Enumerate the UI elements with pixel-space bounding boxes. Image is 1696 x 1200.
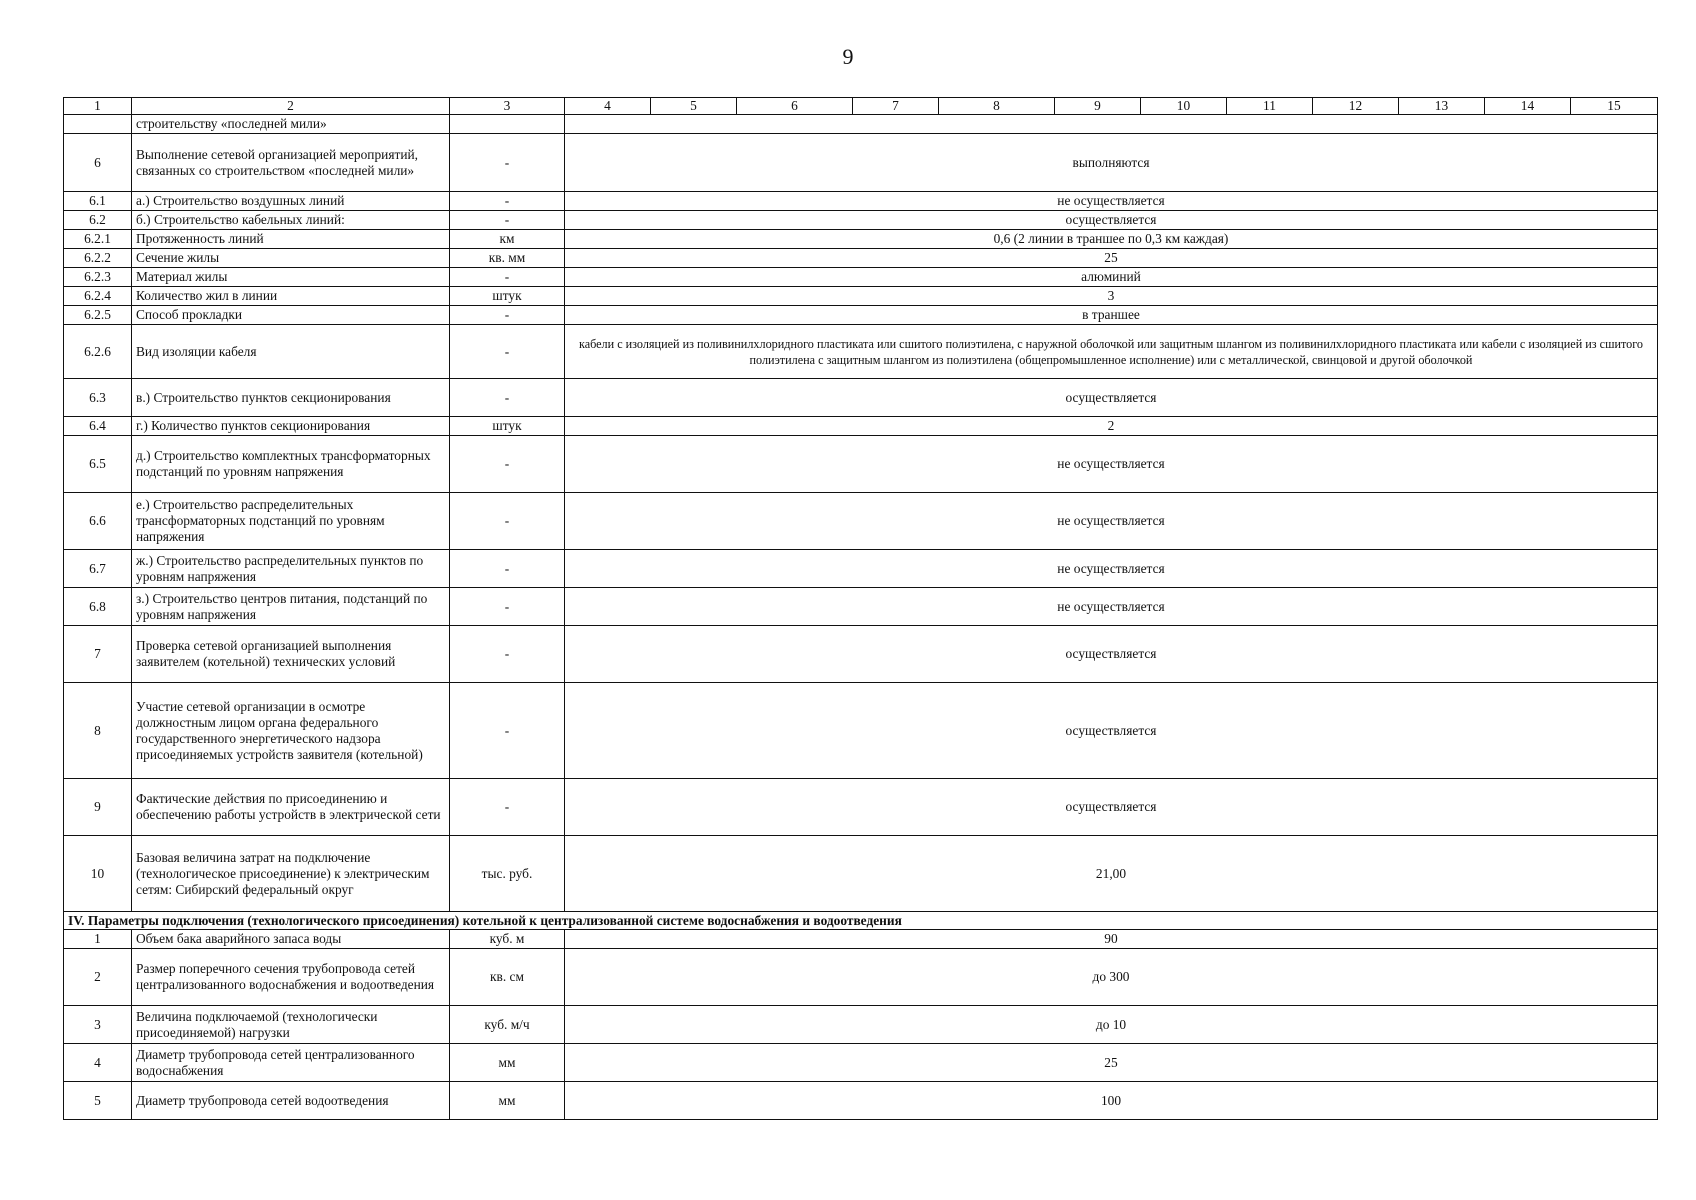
table-row (64, 588, 1658, 626)
row-name-cell: Величина подключаемой (технологически присоединяемой) нагрузки (132, 1006, 450, 1044)
table-row (64, 1082, 1658, 1120)
row-name-cell: Базовая величина затрат на подключение (технологическое присоединение) к электрическим сетям: Сибирский федеральный округ (132, 836, 450, 912)
row-number-cell: 6.4 (64, 417, 132, 436)
row-name-cell: а.) Строительство воздушных линий (132, 192, 450, 211)
table-row (64, 287, 1658, 306)
row-name-cell: строительству «последней мили» (132, 115, 450, 134)
row-number-cell: 6.7 (64, 550, 132, 588)
table-row (64, 192, 1658, 211)
row-number-cell: 5 (64, 1082, 132, 1120)
table-row (64, 306, 1658, 325)
row-value-cell: осуществляется (565, 683, 1658, 779)
row-number-cell: 8 (64, 683, 132, 779)
table-row (64, 436, 1658, 493)
row-value-cell: 3 (565, 287, 1658, 306)
table-row (64, 211, 1658, 230)
section-header-row (64, 912, 1658, 930)
table-row (64, 417, 1658, 436)
table-body (64, 98, 1658, 1120)
row-value-cell: до 300 (565, 949, 1658, 1006)
section-title: IV. Параметры подключения (технологического присоединения) котельной к централизованной системе водоснабжения и водоотведения (64, 912, 1658, 930)
row-number-cell: 6.3 (64, 379, 132, 417)
row-name-cell: б.) Строительство кабельных линий: (132, 211, 450, 230)
row-number-cell: 6.2.3 (64, 268, 132, 287)
column-number-cell: 11 (1227, 98, 1313, 115)
row-unit-cell: - (450, 192, 565, 211)
table-row (64, 550, 1658, 588)
row-value-cell: 90 (565, 930, 1658, 949)
table-row (64, 115, 1658, 134)
row-unit-cell: - (450, 626, 565, 683)
row-value-cell: 25 (565, 1044, 1658, 1082)
row-name-cell: Диаметр трубопровода сетей централизованного водоснабжения (132, 1044, 450, 1082)
column-number-cell: 10 (1141, 98, 1227, 115)
table-row (64, 379, 1658, 417)
column-number-cell: 14 (1485, 98, 1571, 115)
table-row (64, 836, 1658, 912)
row-value-cell: не осуществляется (565, 550, 1658, 588)
row-name-cell: Участие сетевой организации в осмотре должностным лицом органа федерального государственного энергетического надзора присоединяемых устройств заявителя (котельной) (132, 683, 450, 779)
column-number-cell: 6 (737, 98, 853, 115)
row-unit-cell: - (450, 779, 565, 836)
row-value-cell: до 10 (565, 1006, 1658, 1044)
row-unit-cell: - (450, 306, 565, 325)
row-value-cell: 0,6 (2 линии в траншее по 0,3 км каждая) (565, 230, 1658, 249)
parameters-table-container (63, 97, 1653, 1120)
row-name-cell: д.) Строительство комплектных трансформаторных подстанций по уровням напряжения (132, 436, 450, 493)
row-unit-cell: - (450, 588, 565, 626)
row-number-cell: 6.1 (64, 192, 132, 211)
table-row (64, 779, 1658, 836)
column-number-cell: 7 (853, 98, 939, 115)
row-number-cell: 6.8 (64, 588, 132, 626)
row-number-cell: 6 (64, 134, 132, 192)
row-name-cell: Проверка сетевой организацией выполнения заявителем (котельной) технических условий (132, 626, 450, 683)
row-unit-cell: - (450, 493, 565, 550)
table-row (64, 626, 1658, 683)
row-unit-cell: штук (450, 287, 565, 306)
row-unit-cell: - (450, 211, 565, 230)
column-number-cell: 4 (565, 98, 651, 115)
row-name-cell: Материал жилы (132, 268, 450, 287)
row-number-cell: 6.5 (64, 436, 132, 493)
row-name-cell: Сечение жилы (132, 249, 450, 268)
row-unit-cell: куб. м/ч (450, 1006, 565, 1044)
row-unit-cell: км (450, 230, 565, 249)
row-name-cell: Выполнение сетевой организацией мероприятий, связанных со строительством «последней мили» (132, 134, 450, 192)
row-unit-cell: - (450, 268, 565, 287)
row-value-cell: кабели с изоляцией из поливинилхлоридного пластиката или сшитого полиэтилена, с наружной оболочкой или защитным шлангом из поливинилхлоридного пластиката или кабели с изоляцией из сшитого полиэтилена с защитным шлангом из полиэтилена (общепромышленное исполнение) или с металлической, свинцовой и другой оболочкой (565, 325, 1658, 379)
row-value-cell: не осуществляется (565, 493, 1658, 550)
row-unit-cell (450, 115, 565, 134)
row-value-cell: алюминий (565, 268, 1658, 287)
row-unit-cell: кв. см (450, 949, 565, 1006)
row-unit-cell: - (450, 134, 565, 192)
column-number-cell: 15 (1571, 98, 1658, 115)
table-row (64, 325, 1658, 379)
row-unit-cell: - (450, 683, 565, 779)
row-unit-cell: мм (450, 1044, 565, 1082)
row-name-cell: г.) Количество пунктов секционирования (132, 417, 450, 436)
page-number: 9 (842, 44, 854, 69)
row-name-cell: в.) Строительство пунктов секционирования (132, 379, 450, 417)
row-value-cell: осуществляется (565, 379, 1658, 417)
column-number-cell: 2 (132, 98, 450, 115)
table-row (64, 134, 1658, 192)
row-name-cell: Размер поперечного сечения трубопровода сетей централизованного водоснабжения и водоотведения (132, 949, 450, 1006)
row-number-cell: 6.2.1 (64, 230, 132, 249)
row-value-cell: не осуществляется (565, 192, 1658, 211)
row-value-cell: 21,00 (565, 836, 1658, 912)
column-number-row (64, 98, 1658, 115)
row-unit-cell: - (450, 379, 565, 417)
table-row (64, 930, 1658, 949)
row-number-cell: 7 (64, 626, 132, 683)
row-name-cell: Фактические действия по присоединению и обеспечению работы устройств в электрической сети (132, 779, 450, 836)
row-unit-cell: куб. м (450, 930, 565, 949)
row-unit-cell: кв. мм (450, 249, 565, 268)
table-row (64, 268, 1658, 287)
row-number-cell: 10 (64, 836, 132, 912)
parameters-table (63, 97, 1658, 1120)
row-name-cell: ж.) Строительство распределительных пунктов по уровням напряжения (132, 550, 450, 588)
row-value-cell: осуществляется (565, 626, 1658, 683)
row-name-cell: Диаметр трубопровода сетей водоотведения (132, 1082, 450, 1120)
row-number-cell: 6.2 (64, 211, 132, 230)
row-unit-cell: - (450, 436, 565, 493)
table-row (64, 949, 1658, 1006)
table-row (64, 249, 1658, 268)
row-value-cell: не осуществляется (565, 436, 1658, 493)
column-number-cell: 13 (1399, 98, 1485, 115)
row-number-cell: 6.2.6 (64, 325, 132, 379)
column-number-cell: 5 (651, 98, 737, 115)
column-number-cell: 1 (64, 98, 132, 115)
row-number-cell: 9 (64, 779, 132, 836)
column-number-cell: 9 (1055, 98, 1141, 115)
column-number-cell: 3 (450, 98, 565, 115)
row-number-cell: 2 (64, 949, 132, 1006)
row-value-cell: 2 (565, 417, 1658, 436)
row-name-cell: з.) Строительство центров питания, подстанций по уровням напряжения (132, 588, 450, 626)
row-name-cell: Протяженность линий (132, 230, 450, 249)
row-value-cell (565, 115, 1658, 134)
row-name-cell: Объем бака аварийного запаса воды (132, 930, 450, 949)
row-unit-cell: тыс. руб. (450, 836, 565, 912)
row-unit-cell: - (450, 325, 565, 379)
row-number-cell: 6.2.4 (64, 287, 132, 306)
row-unit-cell: - (450, 550, 565, 588)
row-value-cell: 100 (565, 1082, 1658, 1120)
row-value-cell: осуществляется (565, 779, 1658, 836)
column-number-cell: 12 (1313, 98, 1399, 115)
table-row (64, 493, 1658, 550)
row-value-cell: выполняются (565, 134, 1658, 192)
row-number-cell: 6.2.2 (64, 249, 132, 268)
row-name-cell: Способ прокладки (132, 306, 450, 325)
table-row (64, 230, 1658, 249)
table-row (64, 683, 1658, 779)
column-number-cell: 8 (939, 98, 1055, 115)
row-number-cell: 4 (64, 1044, 132, 1082)
row-value-cell: 25 (565, 249, 1658, 268)
row-number-cell (64, 115, 132, 134)
row-value-cell: не осуществляется (565, 588, 1658, 626)
row-number-cell: 6.2.5 (64, 306, 132, 325)
row-name-cell: е.) Строительство распределительных трансформаторных подстанций по уровням напряжения (132, 493, 450, 550)
row-number-cell: 6.6 (64, 493, 132, 550)
row-unit-cell: мм (450, 1082, 565, 1120)
table-row (64, 1006, 1658, 1044)
row-value-cell: в траншее (565, 306, 1658, 325)
row-name-cell: Количество жил в линии (132, 287, 450, 306)
table-row (64, 1044, 1658, 1082)
row-number-cell: 3 (64, 1006, 132, 1044)
row-name-cell: Вид изоляции кабеля (132, 325, 450, 379)
row-unit-cell: штук (450, 417, 565, 436)
row-number-cell: 1 (64, 930, 132, 949)
row-value-cell: осуществляется (565, 211, 1658, 230)
